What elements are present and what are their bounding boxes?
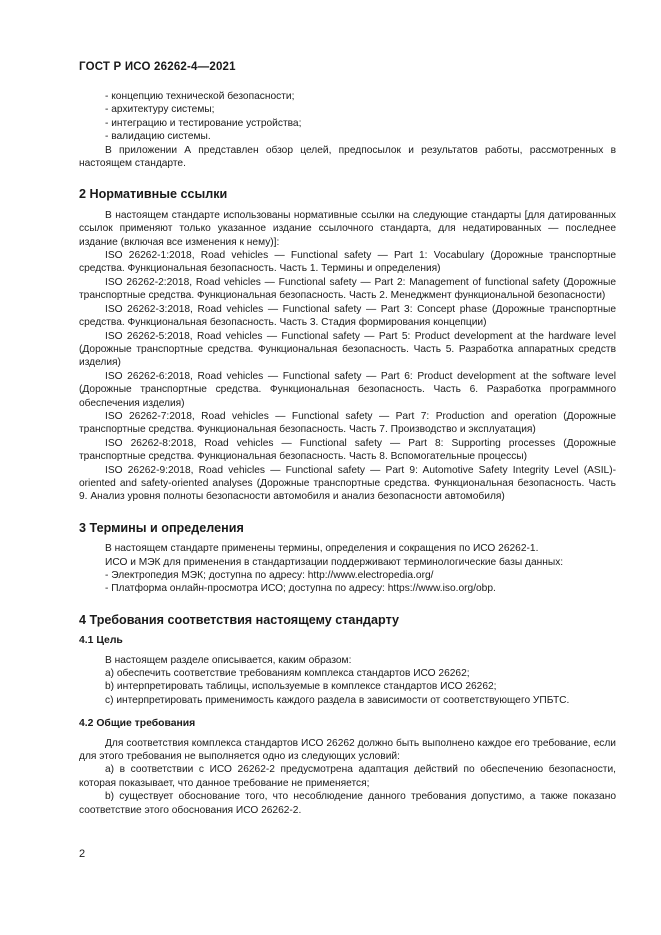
reference-item: ISO 26262-7:2018, Road vehicles — Functional safety — Part 7: Production and operation (Дорожные транспортные средства. Функциональная безопасность. Часть 7. Производство и эксплуатация) (79, 410, 616, 436)
page-content (79, 90, 616, 817)
reference-item: ISO 26262-8:2018, Road vehicles — Functional safety — Part 8: Supporting processes (Дорожные транспортные средства. Функциональная безопасность. Часть 8. Вспомогательные процессы) (79, 437, 616, 463)
subsection-4-2-para: Для соответствия комплекса стандартов ИСО 26262 должно быть выполнено каждое его требование, если для этого требования не выполняется одно из следующих условий: (79, 737, 616, 763)
subsection-4-1-line: c) интерпретировать применимость каждого раздела в зависимости от соответствующего УПБТС. (105, 694, 570, 706)
page-number: 2 (79, 848, 86, 860)
section-3-line: В настоящем стандарте применены термины, определения и сокращения по ИСО 26262-1. (105, 543, 539, 555)
list-item: - интеграцию и тестирование устройства; (105, 117, 302, 129)
list-item: - архитектуру системы; (105, 104, 215, 116)
subsection-4-1-line: a) обеспечить соответствие требованиям комплекса стандартов ИСО 26262; (105, 668, 470, 680)
reference-item: ISO 26262-2:2018, Road vehicles — Functional safety — Part 2: Management of functional safety (Дорожные транспортные средства. Функциональная безопасность. Часть 2. Менеджмент функциональной безопасности) (79, 276, 616, 302)
subsection-4-1-line: b) интерпретировать таблицы, используемые в комплексе стандартов ИСО 26262; (105, 681, 497, 693)
intro-note: В приложении А представлен обзор целей, предпосылок и результатов работы, рассмотренных в настоящем стандарте. (79, 144, 616, 170)
list-item: - валидацию системы. (105, 131, 211, 143)
reference-item: ISO 26262-9:2018, Road vehicles — Functional safety — Part 9: Automotive Safety Integrity Level (ASIL)-oriented and safety-oriented analyses (Дорожные транспортные средства. Функциональная безопасность. Часть 9. Анализ уровня полноты безопасности автомобиля и анализ безопасности автомобиля) (79, 464, 616, 503)
electropedia-link-text: - Электропедия МЭК; доступна по адресу: http://www.electropedia.org/ (105, 570, 434, 581)
section-2-intro: В настоящем стандарте использованы нормативные ссылки на следующие стандарты [для датированных ссылок применяют только указанное издание ссылочного стандарта, для недатированных — последнее издание (включая все изменения к нему)]: (79, 209, 616, 248)
list-item: - концепцию технической безопасности; (105, 91, 295, 102)
section-3-title: 3 Термины и определения (79, 520, 244, 535)
section-4-title: 4 Требования соответствия настоящему стандарту (79, 612, 400, 627)
reference-item: ISO 26262-3:2018, Road vehicles — Functional safety — Part 3: Concept phase (Дорожные транспортные средства. Функциональная безопасность. Часть 3. Стадия формирования концепции) (79, 303, 616, 329)
iso-obp-link-text: - Платформа онлайн-просмотра ИСО; доступна по адресу: https://www.iso.org/obp. (105, 583, 496, 595)
section-3-line: ИСО и МЭК для применения в стандартизации поддерживают терминологические базы данных: (105, 556, 564, 568)
intro-list (79, 90, 616, 170)
reference-item: ISO 26262-1:2018, Road vehicles — Functional safety — Part 1: Vocabulary (Дорожные транспортные средства. Функциональная безопасность. Часть 1. Термины и определения) (79, 250, 616, 275)
subsection-4-1-line: В настоящем разделе описывается, каким образом: (105, 654, 352, 666)
subsection-4-2-para: b) существует обоснование того, что несоблюдение данного требования допустимо, а также показано соответствие этого обоснования ИСО 26262-2. (79, 791, 616, 816)
reference-item: ISO 26262-6:2018, Road vehicles — Functional safety — Part 6: Product development at the software level (Дорожные транспортные средства. Функциональная безопасность. Часть 6. Разработка программного обеспечения изделия) (79, 370, 616, 409)
page-header: ГОСТ Р ИСО 26262-4—2021 (79, 61, 236, 73)
section-2-title: 2 Нормативные ссылки (79, 187, 228, 202)
subsection-4-2-para: a) в соответствии с ИСО 26262-2 предусмотрена адаптация действий по обеспечению безопасности, которая показывает, что данное требование не применяется; (79, 764, 616, 789)
subsection-4-1-title: 4.1 Цель (79, 635, 123, 647)
subsection-4-2-title: 4.2 Общие требования (79, 718, 196, 730)
reference-item: ISO 26262-5:2018, Road vehicles — Functional safety — Part 5: Product development at the hardware level (Дорожные транспортные средства. Функциональная безопасность. Часть 5. Разработка аппаратных средств изделия) (79, 330, 616, 369)
